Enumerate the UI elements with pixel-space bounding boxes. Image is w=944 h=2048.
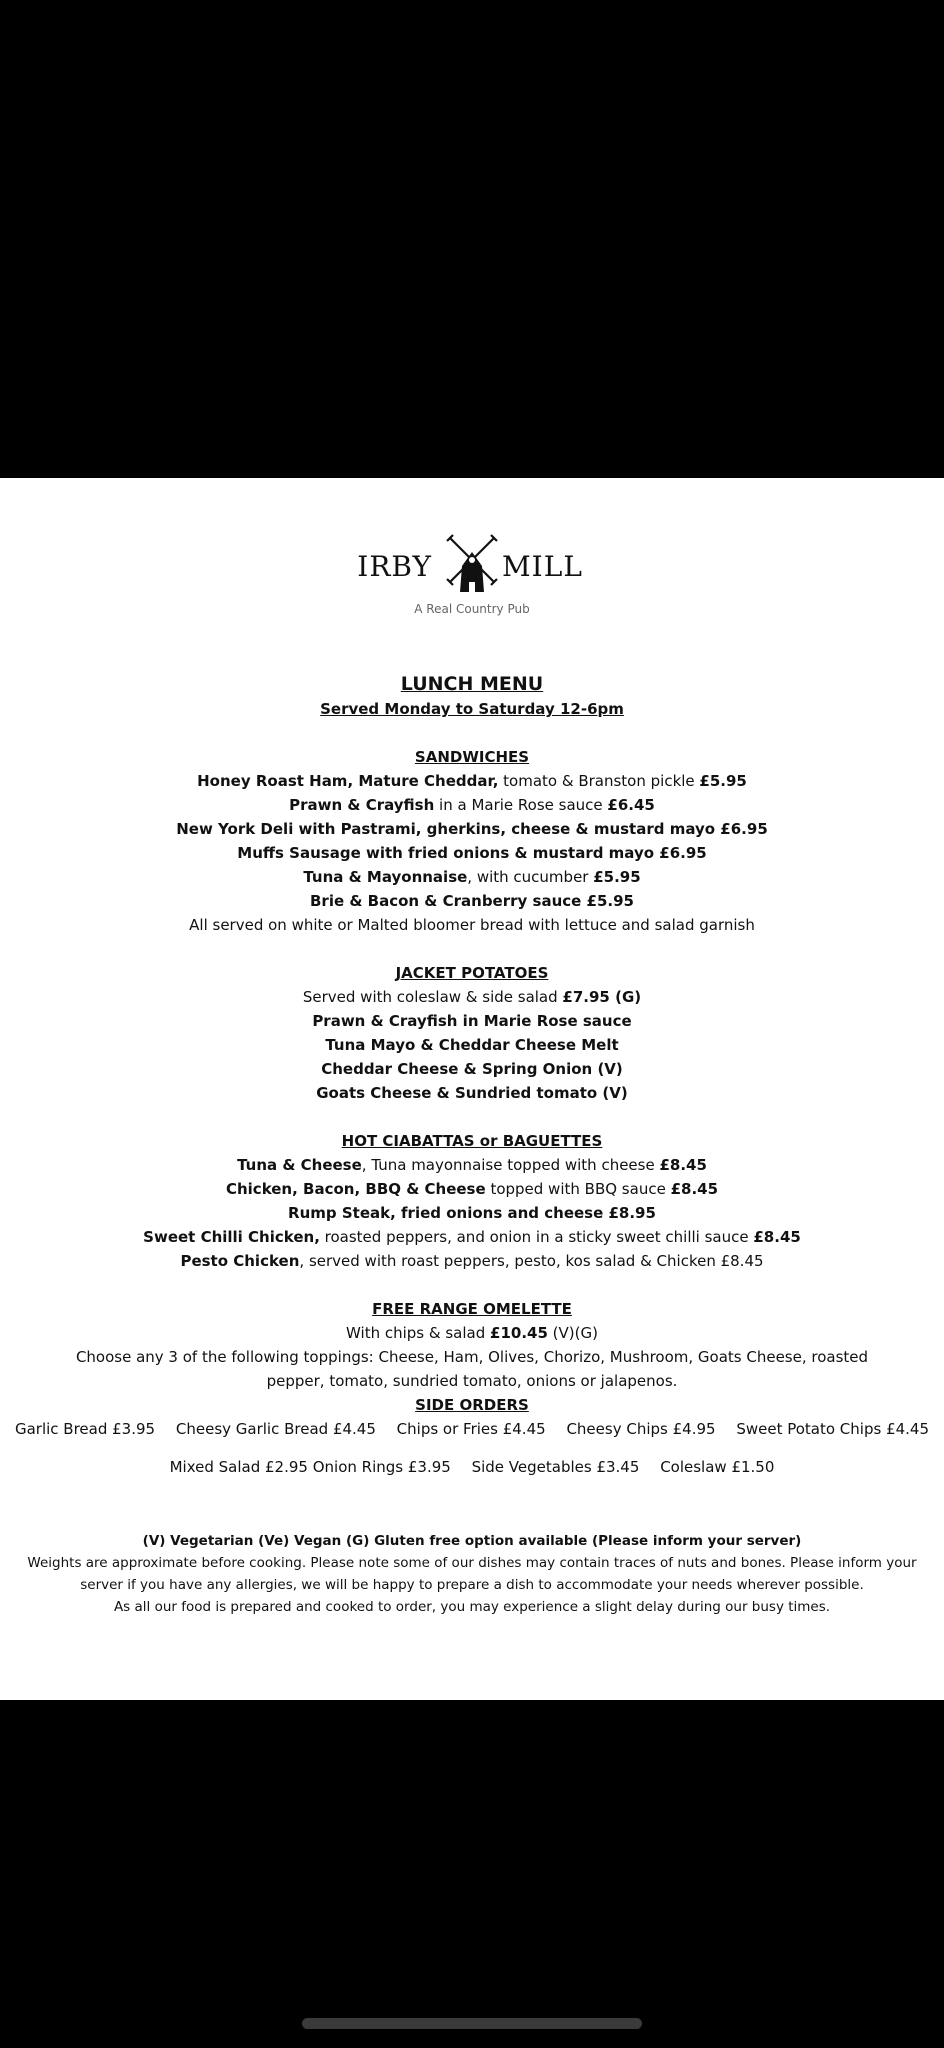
windmill-icon	[437, 530, 507, 600]
allergy-note-line: Weights are approximate before cooking. Please note some of our dishes may contain traces of nuts and bones. Please inform your	[27, 1555, 917, 1571]
ciabattas-heading: HOT CIABATTAS or BAGUETTES	[341, 1132, 603, 1150]
brand-name-right: MILL	[502, 550, 583, 583]
allergy-note-line: server if you have any allergies, we will be happy to prepare a dish to accommodate your needs wherever possible.	[80, 1577, 864, 1593]
dietary-key: (V) Vegetarian (Ve) Vegan (G) Gluten free option available (Please inform your server)	[142, 1533, 802, 1549]
home-indicator[interactable]	[302, 2018, 642, 2029]
jacket-potato-item: Goats Cheese & Sundried tomato (V)	[316, 1084, 628, 1102]
ciabatta-item: Chicken, Bacon, BBQ & Cheese topped with BBQ sauce £8.45	[225, 1180, 719, 1198]
sandwich-item: Tuna & Mayonnaise, with cucumber £5.95	[303, 868, 641, 886]
omelette-line: With chips & salad £10.45 (V)(G)	[346, 1324, 598, 1342]
menu-footer	[0, 1530, 944, 1618]
jacket-potatoes-heading: JACKET POTATOES	[395, 964, 549, 982]
side-orders-heading: SIDE ORDERS	[415, 1396, 529, 1414]
side-order-item: Sweet Potato Chips £4.45	[736, 1420, 930, 1438]
menu-page	[0, 478, 944, 1700]
brand-logo	[0, 530, 944, 630]
jacket-potatoes-intro: Served with coleslaw & side salad £7.95 (G)	[302, 988, 642, 1006]
side-order-item: Cheesy Chips £4.95	[566, 1420, 716, 1438]
jacket-potato-item: Tuna Mayo & Cheddar Cheese Melt	[325, 1036, 619, 1054]
sandwiches-heading: SANDWICHES	[414, 748, 530, 766]
side-order-item: Side Vegetables £3.45	[471, 1458, 640, 1476]
ciabatta-item: Tuna & Cheese, Tuna mayonnaise topped with cheese £8.45	[237, 1156, 707, 1174]
jacket-potato-item: Prawn & Crayfish in Marie Rose sauce	[312, 1012, 632, 1030]
sandwich-item: Prawn & Crayfish in a Marie Rose sauce £6.45	[289, 796, 655, 814]
side-orders-row	[0, 1417, 944, 1441]
sandwich-item: Honey Roast Ham, Mature Cheddar, tomato & Branston pickle £5.95	[197, 772, 747, 790]
jacket-potato-item: Cheddar Cheese & Spring Onion (V)	[321, 1060, 623, 1078]
menu-title: LUNCH MENU	[400, 673, 544, 695]
omelette-toppings: Choose any 3 of the following toppings: Cheese, Ham, Olives, Chorizo, Mushroom, Goats Cheese, roasted pepper, tomato, sundried tomato, onions or jalapenos.	[75, 1348, 869, 1390]
side-order-item: Coleslaw £1.50	[660, 1458, 775, 1476]
side-orders-row	[0, 1455, 944, 1479]
menu-content	[0, 671, 944, 1479]
ciabatta-item: Rump Steak, fried onions and cheese £8.95	[288, 1204, 656, 1222]
side-order-item: Chips or Fries £4.45	[396, 1420, 546, 1438]
side-order-item: Mixed Salad £2.95 Onion Rings £3.95	[169, 1458, 451, 1476]
sandwich-item: Muffs Sausage with fried onions & mustard mayo £6.95	[237, 844, 707, 862]
delay-note: As all our food is prepared and cooked to order, you may experience a slight delay during our busy times.	[113, 1599, 831, 1615]
brand-name-left: IRBY	[357, 550, 432, 583]
brand-tagline: A Real Country Pub	[414, 602, 530, 616]
sandwich-item: New York Deli with Pastrami, gherkins, cheese & mustard mayo £6.95	[176, 820, 768, 838]
sandwiches-note: All served on white or Malted bloomer bread with lettuce and salad garnish	[189, 916, 755, 934]
menu-subtitle: Served Monday to Saturday 12-6pm	[320, 700, 624, 718]
ciabatta-item: Pesto Chicken, served with roast peppers, pesto, kos salad & Chicken £8.45	[180, 1252, 764, 1270]
omelette-heading: FREE RANGE OMELETTE	[372, 1300, 572, 1318]
ciabatta-item: Sweet Chilli Chicken, roasted peppers, and onion in a sticky sweet chilli sauce £8.45	[143, 1228, 801, 1246]
sandwich-item: Brie & Bacon & Cranberry sauce £5.95	[309, 892, 634, 910]
side-order-item: Cheesy Garlic Bread £4.45	[175, 1420, 376, 1438]
side-order-item: Garlic Bread £3.95	[14, 1420, 156, 1438]
